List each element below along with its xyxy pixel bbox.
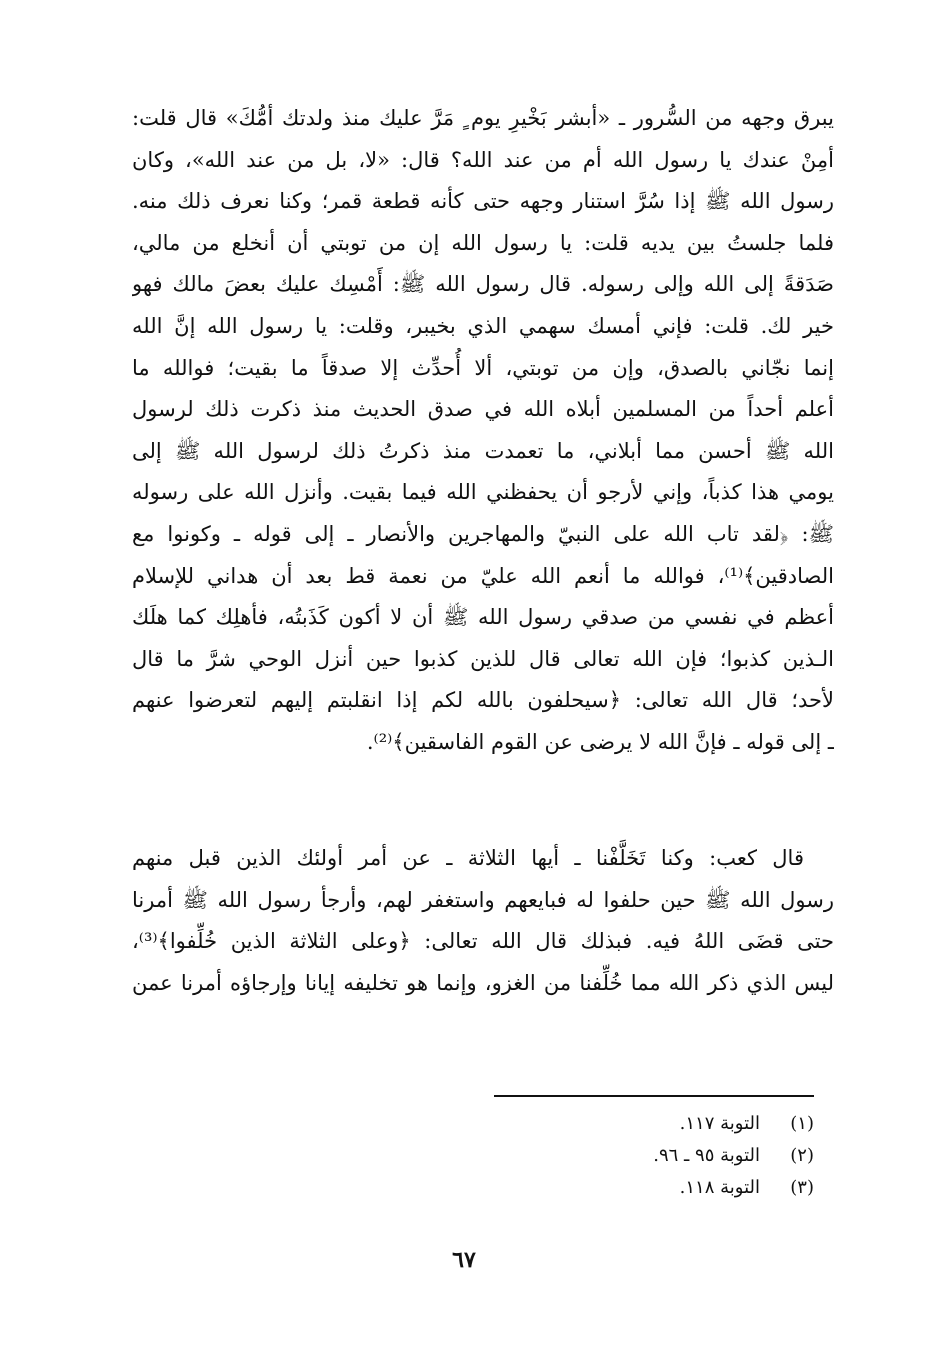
footnote-number: (٣) [790,1177,814,1198]
body-paragraph-1 [132,98,834,764]
footnote-divider [494,1095,814,1097]
text-line: الله ﷺ أحسن مما أبلاني، ما تعمدت منذ ذكرتُ ذلك لرسول الله ﷺ إلى [132,438,834,463]
footnote-text: التوبة ١١٧. [679,1113,760,1134]
body-paragraph-2 [132,838,834,1004]
footnotes [494,1108,814,1204]
text-line: لأحد؛ قال الله تعالى: ﴿سيحلفون بالله لكم إذا انقلبتم إليهم لتعرضوا عنهم [132,688,834,713]
text-line: يومي هذا كذباً، وإني لأرجو أن يحفظني الله فيما بقيت. وأنزل الله على رسوله [132,480,834,505]
page-number: ٦٧ [452,1247,476,1273]
text-line: صَدَقةً إلى الله وإلى رسوله. قال رسول الله ﷺ: أَمْسِك عليك بعضَ مالك فهو [132,272,834,297]
text-line: أعلم أحداً من المسلمين أبلاه الله في صدق الحديث منذ ذكرت ذلك لرسول [132,397,834,422]
footnote-text: التوبة ٩٥ ـ ٩٦. [653,1145,760,1166]
text-line: خير لك. قلت: فإني أمسك سهمي الذي بخيبر، وقلت: يا رسول الله إنَّ الله [132,313,834,338]
footnote-text: التوبة ١١٨. [679,1177,760,1198]
text-line: الصادقين﴾⁽¹⁾، فوالله ما أنعم الله عليّ من نعمة قط بعد أن هداني للإسلام [132,563,834,588]
text-line: فلما جلستُ بين يديه قلت: يا رسول الله إن من توبتي أن أنخلع من مالي، [132,230,834,255]
footnote-item [494,1172,814,1204]
text-line: أعظم في نفسي من صدقي رسول الله ﷺ أن لا أكون كَذَبتُه، فأهلِك كما هلَك [132,605,834,630]
text-line: حتى قضَى اللهُ فيه. فبذلك قال الله تعالى: ﴿وعلى الثلاثة الذين خُلِّفوا﴾⁽³⁾، [132,929,834,954]
text-line: أمِنْ عندك يا رسول الله أم من عند الله؟ قال: «لا، بل من عند الله»، وكان [132,147,834,172]
text-line: إنما نجّاني بالصدق، وإن من توبتي، ألا أُحدِّث إلا صدقاً ما بقيت؛ فوالله ما [132,355,834,380]
footnote-number: (١) [790,1113,814,1134]
text-line: ليس الذي ذكر الله مما خُلِّفنا من الغزو، وإنما هو تخليفه إيانا وإرجاؤه أمرنا عمن [132,970,834,995]
text-line: قال كعب: وكنا تَخَلَّفْنا ـ أيها الثلاثة ـ عن أمر أولئك الذين قبل منهم [132,846,804,870]
footnote-item [494,1108,814,1140]
text-line: ﷺ: ﴿لقد تاب الله على النبيّ والمهاجرين والأنصار ـ إلى قوله ـ وكونوا مع [132,521,834,546]
text-line: ـ إلى قوله ـ فإنَّ الله لا يرضى عن القوم الفاسقين﴾⁽²⁾. [366,729,834,754]
text-line: رسول الله ﷺ حين حلفوا له فبايعهم واستغفر لهم، وأرجأ رسول الله ﷺ أمرنا [132,887,834,912]
text-line: يبرق وجهه من السُّرور ـ «أبشر بَخْيرِ يوم ٍ مَرَّ عليك منذ ولدتك أمُّكَ» قال قلت: [132,106,834,130]
footnote-item [494,1140,814,1172]
footnote-number: (٢) [790,1145,814,1166]
text-line: رسول الله ﷺ إذا سُرَّ استنار وجهه حتى كأنه قطعة قمر؛ وكنا نعرف ذلك منه. [132,189,834,214]
text-line: الـذين كذبوا؛ فإن الله تعالى قال للذين كذبوا حين أنزل الوحي شرَّ ما قال [132,646,834,671]
